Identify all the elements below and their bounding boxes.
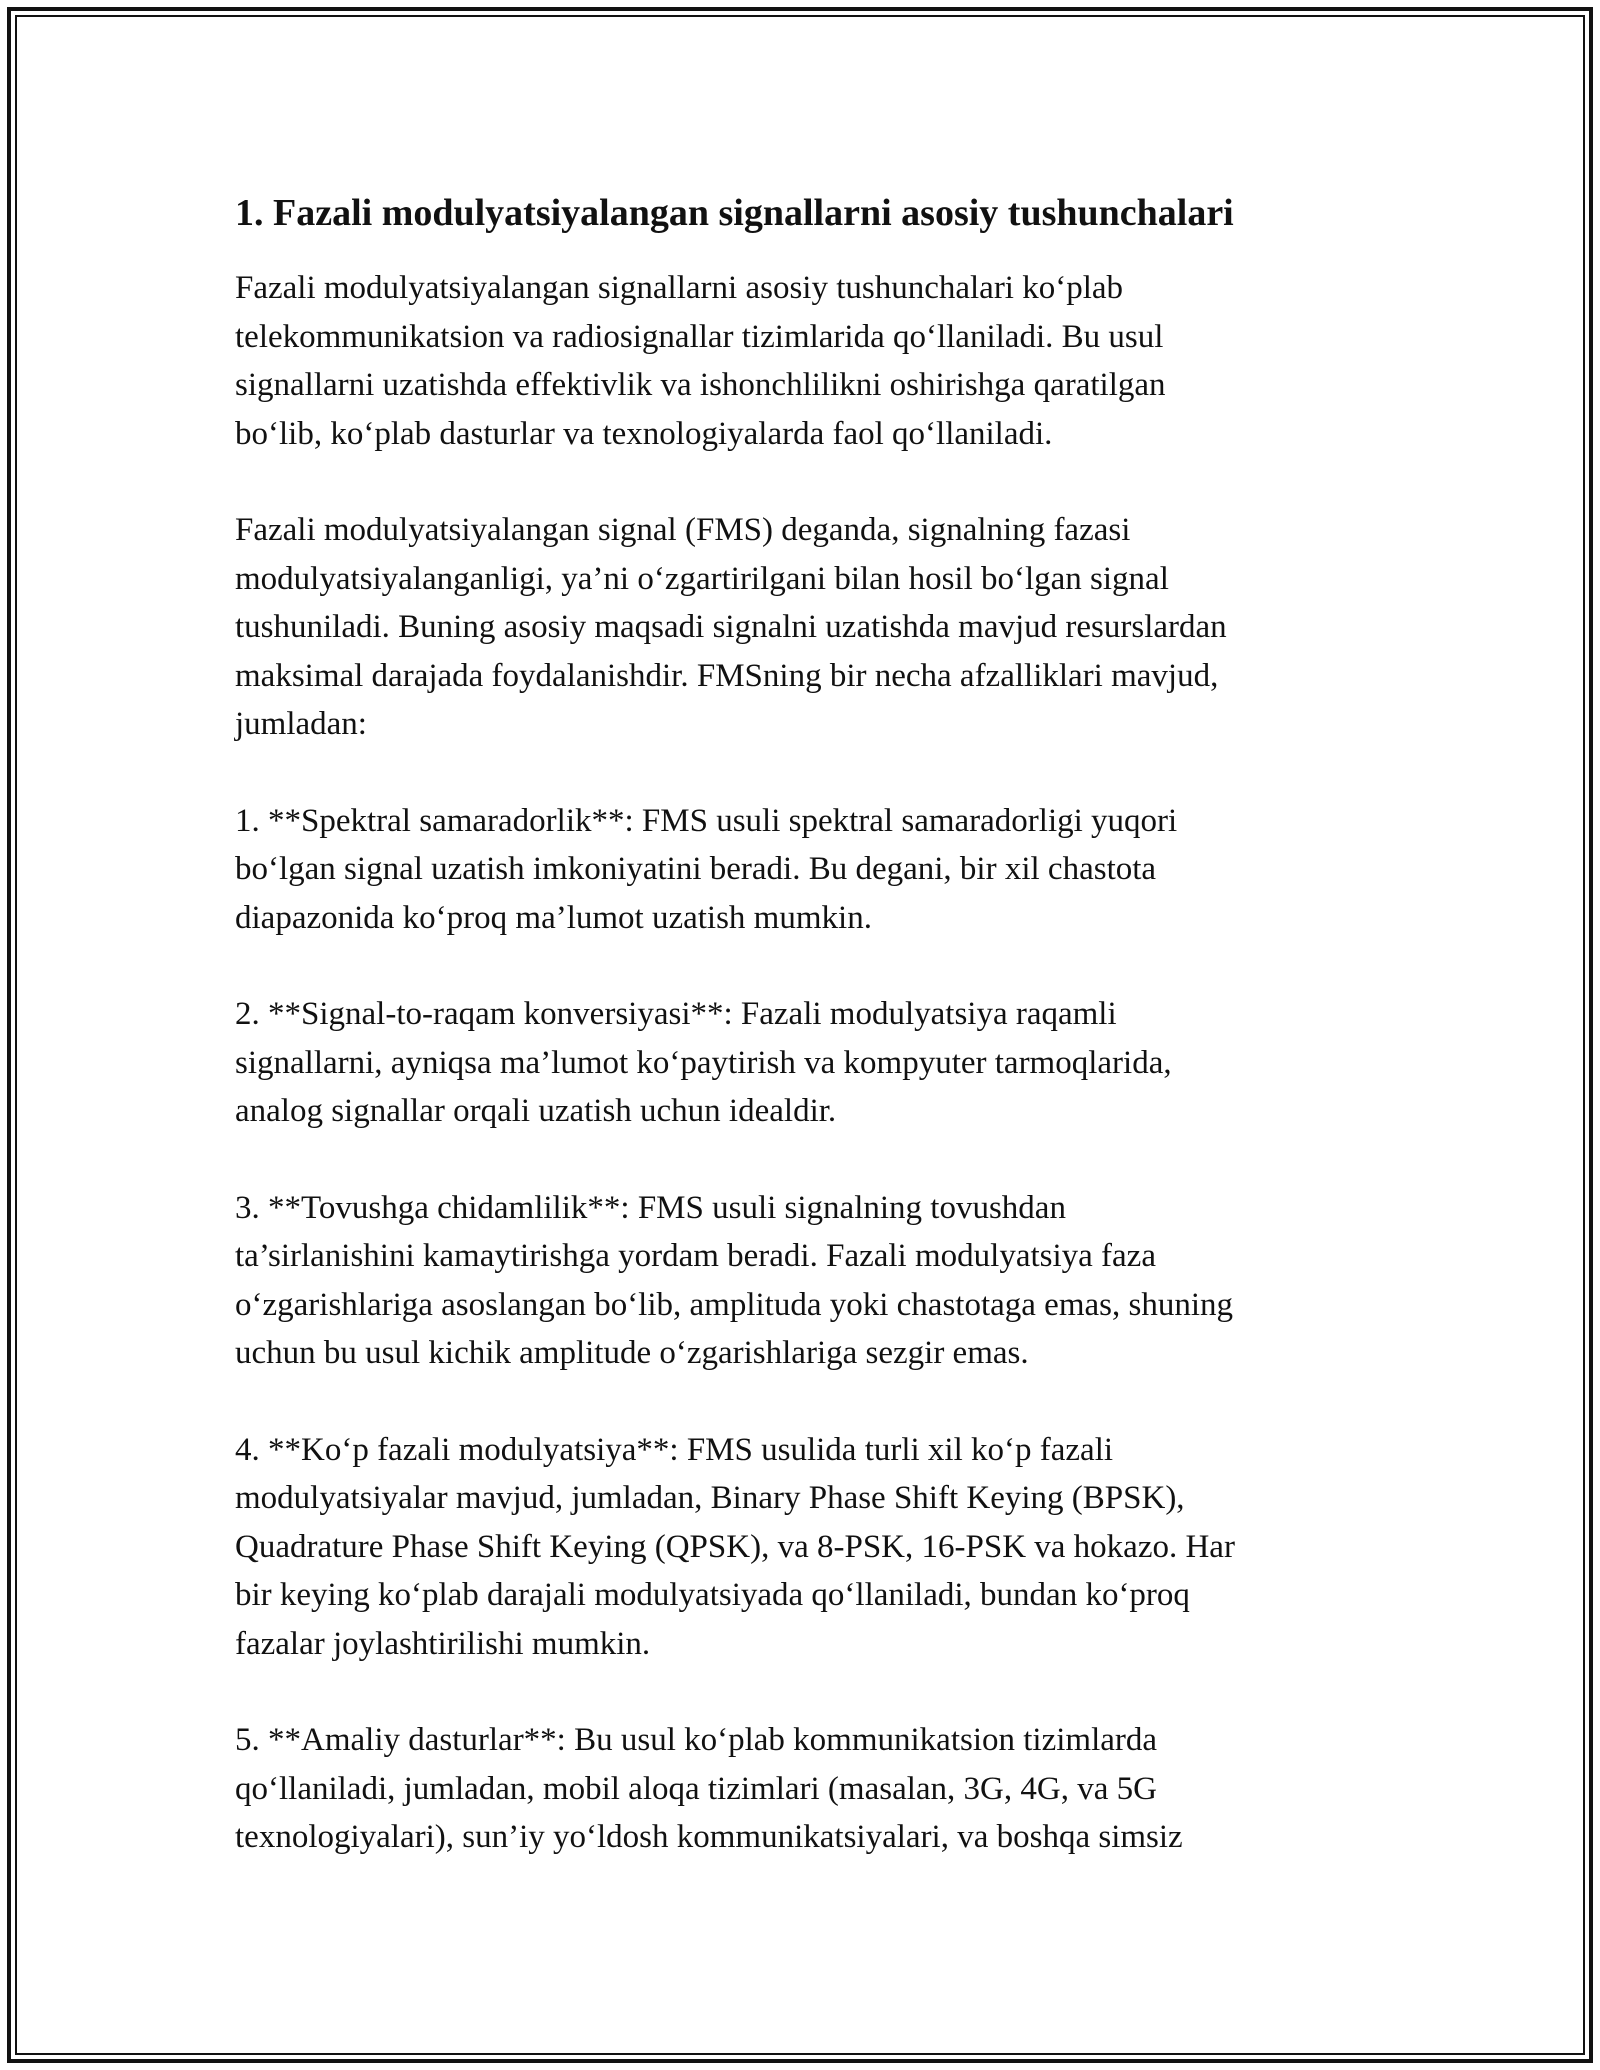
paragraph-intro: Fazali modulyatsiyalangan signallarni asosiy tushunchalari koʻplab telekommunikatsion va radiosignallar tizimlarida qoʻllaniladi. Bu usul signallarni uzatishda effektivlik va ishonchlilikni oshirishga qaratilgan boʻlib, koʻplab dasturlar va texnologiyalarda faol qoʻllaniladi.	[235, 270, 1166, 452]
list-item-noise-immunity: 3. **Tovushga chidamlilik**: FMS usuli signalning tovushdan ta’sirlanishini kamaytirishga yordam beradi. Fazali modulyatsiya faza oʻzgarishlariga asoslangan boʻlib, amplituda yoki chastotaga emas, shuning uchun bu usul kichik amplitude oʻzgarishlariga sezgir emas.	[235, 1189, 1233, 1371]
list-item-practical-applications: 5. **Amaliy dasturlar**: Bu usul koʻplab kommunikatsion tizimlarda qoʻllaniladi, jumladan, mobil aloqa tizimlari (masalan, 3G, 4G, va 5G texnologiyalari), sun’iy yoʻldosh kommunikatsiyalari, va boshqa simsiz	[235, 1722, 1183, 1855]
section-heading: 1. Fazali modulyatsiyalangan signallarni asosiy tushunchalari	[235, 192, 1234, 234]
list-item-multiphase-modulation: 4. **Koʻp fazali modulyatsiya**: FMS usulida turli xil koʻp fazali modulyatsiyalar mavjud, jumladan, Binary Phase Shift Keying (BPSK), Quadrature Phase Shift Keying (QPSK), va 8-PSK, 16-PSK va hokazo. Har bir keying koʻplab darajali modulyatsiyada qoʻllaniladi, bundan koʻproq fazalar joylashtirilishi mumkin.	[235, 1431, 1235, 1662]
list-item-signal-conversion: 2. **Signal-to-raqam konversiyasi**: Fazali modulyatsiya raqamli signallarni, ayniqsa ma’lumot koʻpaytirish va kompyuter tarmoqlarida, analog signallar orqali uzatish uchun idealdir.	[235, 996, 1172, 1129]
list-item-spectral-efficiency: 1. **Spektral samaradorlik**: FMS usuli spektral samaradorligi yuqori boʻlgan signal uzatish imkoniyatini beradi. Bu degani, bir xil chastota diapazonida koʻproq ma’lumot uzatish mumkin.	[235, 802, 1178, 936]
document-body	[235, 186, 1355, 1910]
paragraph-definition: Fazali modulyatsiyalangan signal (FMS) deganda, signalning fazasi modulyatsiyalanganligi, ya’ni oʻzgartirilgani bilan hosil boʻlgan signal tushuniladi. Buning asosiy maqsadi signalni uzatishda mavjud resurslardan maksimal darajada foydalanishdir. FMSning bir necha afzalliklari mavjud, jumladan:	[235, 512, 1227, 742]
